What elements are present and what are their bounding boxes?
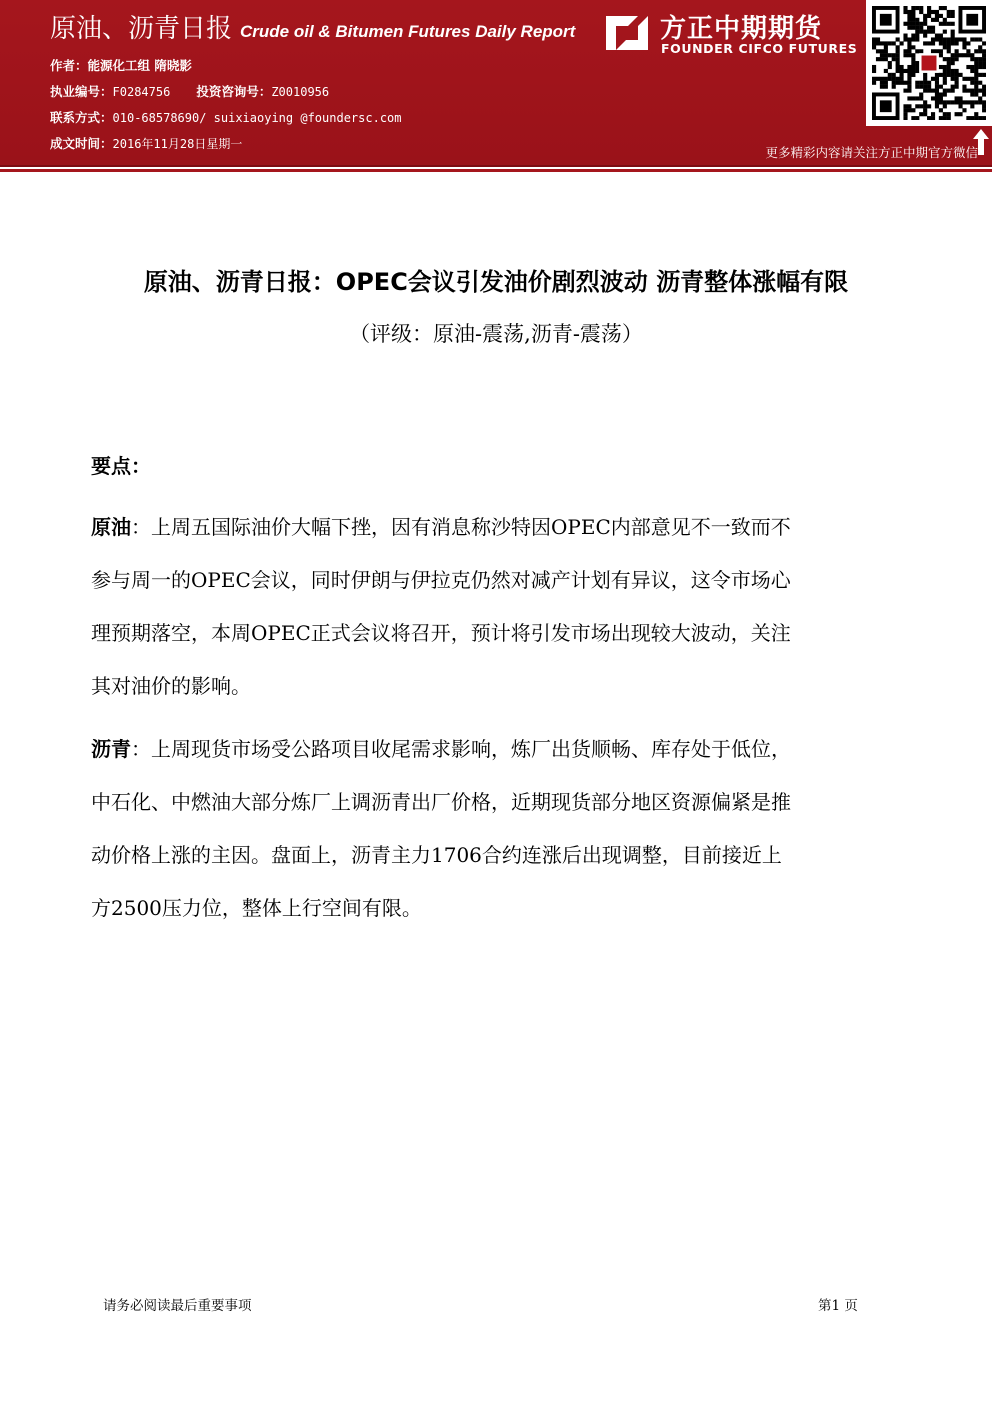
consult-label: 投资咨询号： (196, 84, 272, 99)
header-divider (0, 165, 992, 175)
logo-name-en: FOUNDER CIFCO FUTURES (661, 41, 858, 56)
paragraph-line: 原油：上周五国际油价大幅下挫，因有消息称沙特因OPEC内部意见不一致而不 (91, 515, 791, 539)
author-row (50, 56, 192, 74)
date-value: 2016年11月28日星期一 (112, 137, 243, 151)
license-row (50, 82, 329, 100)
report-header-banner (0, 0, 992, 165)
consult-value: Z0010956 (271, 85, 330, 99)
series-title-cn: 原油、沥青日报 (50, 14, 233, 44)
date-label: 成文时间： (50, 136, 113, 151)
paragraph-line: 方2500压力位，整体上行空间有限。 (91, 896, 422, 920)
contact-value: 010-68578690/ suixiaoying @foundersc.com (112, 111, 402, 125)
company-logo (604, 8, 858, 58)
qr-code-icon (872, 6, 986, 120)
bitumen-paragraph (91, 723, 903, 935)
report-title: 原油、沥青日报：OPEC会议引发油价剧烈波动 沥青整体涨幅有限 (143, 268, 849, 296)
crude-oil-lead: 原油 (91, 515, 131, 539)
bitumen-lead: 沥青 (91, 737, 131, 761)
wechat-qr-code (866, 0, 992, 126)
report-series-title (50, 8, 575, 48)
report-rating: （评级：原油-震荡,沥青-震荡） (349, 322, 643, 346)
wechat-follow-note: 更多精彩内容请关注方正中期官方微信 (765, 145, 978, 160)
series-title-en: Crude oil & Bitumen Futures Daily Report (240, 22, 576, 41)
contact-label: 联系方式： (50, 110, 113, 125)
crude-oil-paragraph (91, 501, 903, 713)
author-value: 能源化工组 隋晓影 (87, 58, 192, 73)
paragraph-line: 沥青：上周现货市场受公路项目收尾需求影响，炼厂出货顺畅、库存处于低位， (91, 737, 791, 761)
logo-name-cn: 方正中期期货 (660, 14, 823, 44)
paragraph-line: 参与周一的OPEC会议，同时伊朗与伊拉克仍然对减产计划有异议，这令市场心 (91, 568, 791, 592)
footer-disclaimer: 请务必阅读最后重要事项 (103, 1298, 252, 1314)
paragraph-line: 中石化、中燃油大部分炼厂上调沥青出厂价格，近期现货部分地区资源偏紧是推 (91, 790, 791, 814)
key-points-heading: 要点： (91, 454, 151, 478)
paragraph-line: 其对油价的影响。 (91, 674, 251, 698)
date-row (50, 134, 242, 152)
license-value: F0284756 (112, 85, 171, 99)
page-number: 第1 页 (818, 1298, 858, 1314)
paragraph-line: 动价格上涨的主因。盘面上，沥青主力1706合约连涨后出现调整，目前接近上 (91, 843, 782, 867)
license-label: 执业编号： (50, 84, 113, 99)
founder-logo-mark-icon (604, 10, 650, 56)
author-label: 作者： (50, 58, 88, 73)
contact-row (50, 108, 402, 126)
paragraph-line: 理预期落空，本周OPEC正式会议将召开，预计将引发市场出现较大波动，关注 (91, 621, 791, 645)
